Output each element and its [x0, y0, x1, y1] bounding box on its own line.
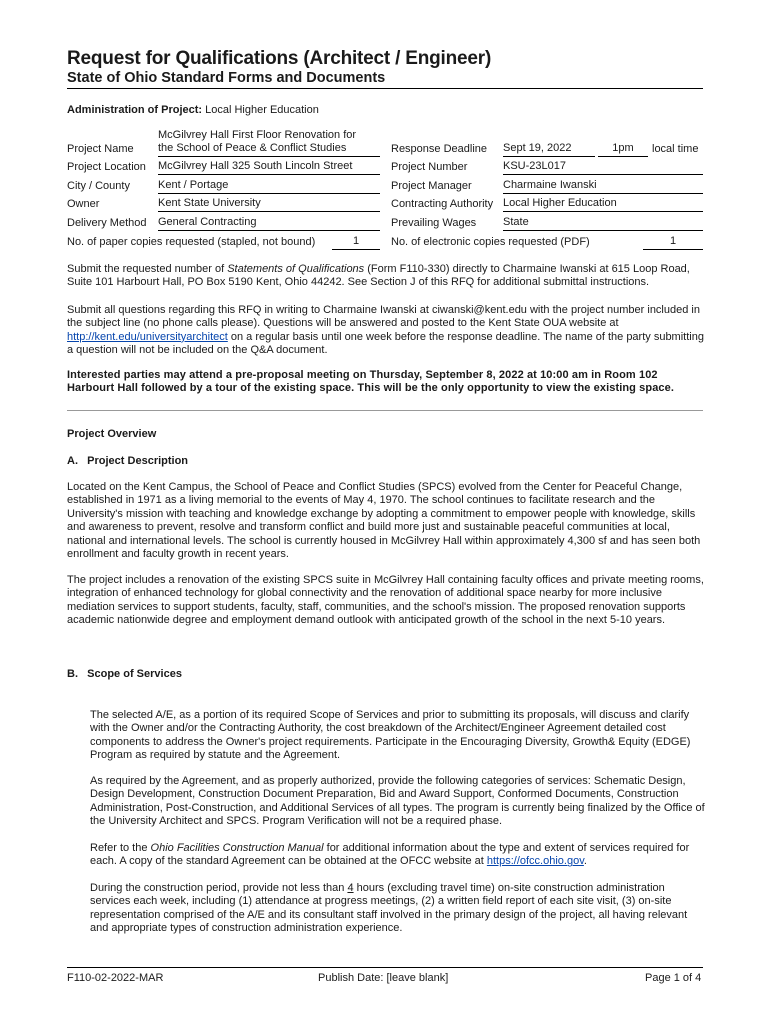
project-overview-heading: Project Overview [67, 428, 157, 440]
scope-p4-text-2: hours (excluding travel time) on-site construction administration services each week, including (1) attendance at progress meetings, (2) a written field report of each site visit, (3) on-site representation comprised of the A/E and its consultant staff involved in the primary design of the project, all having relevant and appropriate types of construction administration experience. [90, 882, 688, 935]
paper-copies-label: No. of paper copies requested (stapled, not bound) [67, 236, 316, 248]
pre-proposal-meeting-paragraph: Interested parties may attend a pre-proposal meeting on Thursday, September 8, 2022 at 10:00 am in Room 102 Harbourt Hall followed by a tour of the existing space. This will be the only opportunity to view the existing space. [67, 369, 675, 395]
owner-label: Owner [67, 198, 100, 210]
owner-value: Kent State University [158, 197, 380, 212]
administration-value: Local Higher Education [205, 104, 319, 116]
response-deadline-date: Sept 19, 2022 [503, 142, 595, 157]
project-name-label: Project Name [67, 143, 134, 155]
section-a-heading: A. Project Description [67, 455, 189, 467]
questions-text-1: Submit all questions regarding this RFQ in writing to Charmaine Iwanski at ciwanski@kent.edu with the project number included in the subject line (no phone calls please). Questions will be answered and posted to the Kent State OUA website at [67, 304, 700, 330]
project-manager-label: Project Manager [391, 180, 472, 192]
project-description-paragraph-1: Located on the Kent Campus, the School of Peace and Conflict Studies (SPCS) evolved from the Center for Peaceful Change, established in 1971 as a living memorial to the events of May 4, 1970. The school continues to facilitate research and the University's mission with teaching and knowledge exchange by adopting a commitment to empower people with knowledge, skills and awareness to prevent, resolve and transform conflict and build more just and sustainable peaceful communities at local, national and international levels. The school is currently housed in McGilvrey Hall within approximately 4,300 sf and has seen both enrollment and faculty growth in recent years. [67, 481, 701, 561]
response-deadline-time: 1pm [598, 142, 648, 157]
project-description-paragraph-2: The project includes a renovation of the existing SPCS suite in McGilvrey Hall containing faculty offices and private meeting rooms, integration of enhanced technology for global connectivity and the renovation of additional space nearby for more inclusive mediation services to support students, faculty, staff, communities, and the school's mission. The proposed renovation supports academic nationwide degree and employment demand outlook with anticipated growth of the school in the next 5-10 years. [67, 574, 704, 627]
project-number-label: Project Number [391, 161, 468, 173]
city-county-label: City / County [67, 180, 130, 192]
scope-p3-text-2: for additional information about the type and extent of services required for each. A copy of the standard Agreement can be obtained at the OFCC website at [90, 842, 690, 868]
section-divider [67, 410, 703, 411]
administration-label: Administration of Project: [67, 104, 203, 116]
project-name-value-line1: McGilvrey Hall First Floor Renovation for [158, 129, 357, 141]
prevailing-wages-value: State [503, 216, 703, 231]
document-title: Request for Qualifications (Architect / Engineer) [67, 48, 492, 69]
prevailing-wages-label: Prevailing Wages [391, 217, 477, 229]
delivery-method-value: General Contracting [158, 216, 380, 231]
document-subtitle: State of Ohio Standard Forms and Documents [67, 70, 386, 86]
administration-line [67, 104, 319, 118]
scope-p3-text-1: Refer to the [90, 842, 151, 854]
project-location-value: McGilvrey Hall 325 South Lincoln Street [158, 160, 380, 175]
scope-paragraph-2: As required by the Agreement, and as properly authorized, provide the following categories of services: Schematic Design, Design Development, Construction Document Preparation, Bid and Award Support, Conformed Documents, Construction Administration, Post-Construction, and Additional Services of all types. The program is currently being finalized by the Office of the University Architect and SPCS. Program Verification will not be a required phase. [90, 775, 705, 828]
submit-text-2: (Form F110-330) directly to Charmaine Iwanski at 615 Loop Road, Suite 101 Harbourt Hall, PO Box 5190 Kent, Ohio 44242. See Section J of this RFQ for additional submittal instructions. [67, 263, 690, 289]
section-b-heading: B. Scope of Services [67, 668, 182, 680]
project-name-value-line2: the School of Peace & Conflict Studies [158, 142, 380, 157]
title-divider [67, 88, 703, 89]
questions-paragraph [67, 304, 707, 358]
submit-statements-italic: Statements of Qualifications [227, 263, 365, 275]
footer-page-number: Page 1 of 4 [645, 972, 702, 984]
university-architect-link[interactable]: http://kent.edu/universityarchitect [67, 330, 228, 343]
footer-divider [67, 967, 703, 968]
contracting-authority-value: Local Higher Education [503, 197, 703, 212]
project-location-label: Project Location [67, 161, 146, 173]
ofcc-website-link[interactable]: https://ofcc.ohio.gov [486, 855, 584, 868]
electronic-copies-value: 1 [643, 235, 703, 250]
delivery-method-label: Delivery Method [67, 217, 147, 229]
response-deadline-label: Response Deadline [391, 143, 488, 155]
contracting-authority-label: Contracting Authority [391, 198, 494, 210]
project-number-value: KSU-23L017 [503, 160, 703, 175]
city-county-value: Kent / Portage [158, 179, 380, 194]
paper-copies-value: 1 [332, 235, 380, 250]
response-deadline-suffix: local time [652, 143, 699, 155]
scope-paragraph-3 [90, 842, 705, 869]
questions-text-2: on a regular basis until one week before the response deadline. The name of the party submitting a question will not be included on the Q&A document. [67, 330, 704, 357]
electronic-copies-label: No. of electronic copies requested (PDF) [391, 236, 590, 248]
hours-value: 4 [347, 882, 354, 894]
footer-form-id: F110-02-2022-MAR [67, 972, 164, 984]
scope-paragraph-1: The selected A/E, as a portion of its required Scope of Services and prior to submitting its proposals, will discuss and clarify with the Owner and/or the Contracting Authority, the cost breakdown of the Architect/Engineer Agreement detailed cost components to address the Owner's project requirements. Participate in the Encouraging Diversity, Growth& Equity (EDGE) Program as required by statute and the Agreement. [90, 709, 691, 762]
ofcm-italic: Ohio Facilities Construction Manual [150, 842, 324, 854]
footer-publish-date: Publish Date: [leave blank] [318, 972, 449, 984]
submit-text-1: Submit the requested number of [67, 263, 228, 275]
scope-p4-text-1: During the construction period, provide not less than [90, 882, 348, 894]
scope-p3-text-3: . [583, 855, 587, 868]
submit-instructions-paragraph [67, 263, 707, 290]
scope-paragraph-4 [90, 882, 705, 936]
project-manager-value: Charmaine Iwanski [503, 179, 703, 194]
